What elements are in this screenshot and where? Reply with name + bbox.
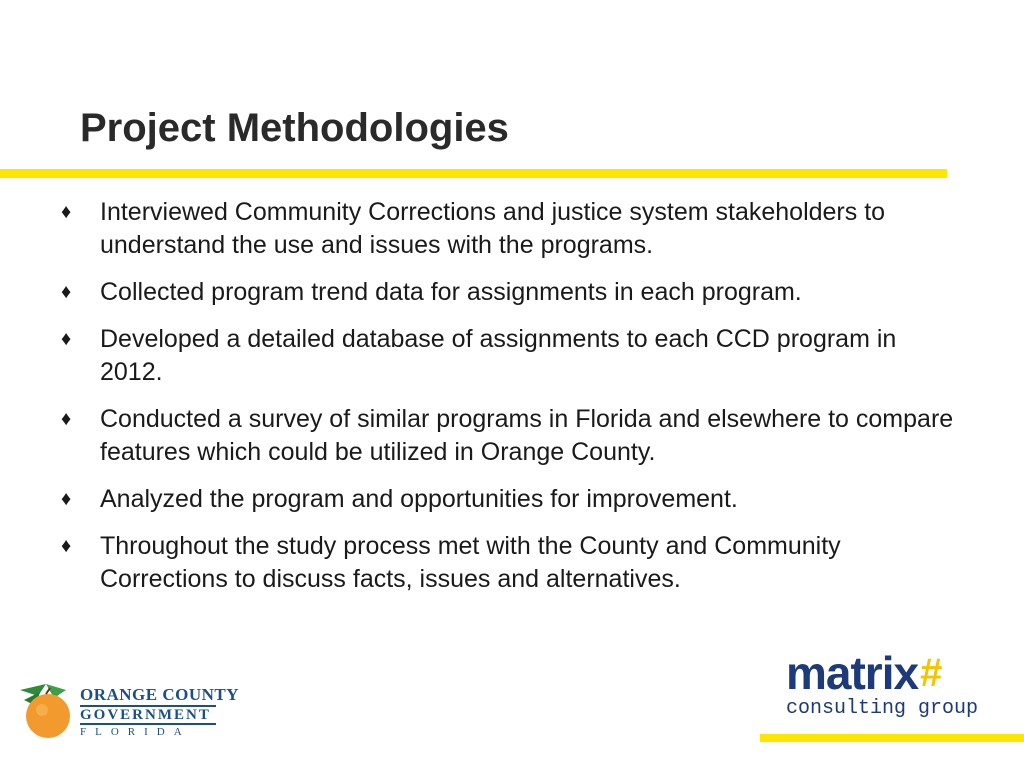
matrix-wordmark [786, 648, 986, 698]
bullet-item [56, 323, 956, 389]
bullet-item [56, 196, 956, 262]
orange-county-florida: FLORIDA [80, 726, 191, 738]
diamond-bullet-icon: ♦ [61, 328, 72, 350]
matrix-word-text: matrix [786, 647, 919, 699]
diamond-bullet-icon: ♦ [61, 408, 72, 430]
hash-icon: # [920, 651, 942, 695]
diamond-bullet-icon: ♦ [61, 535, 72, 557]
diamond-bullet-icon: ♦ [61, 201, 72, 223]
matrix-consulting-logo [786, 648, 986, 728]
title-underline-bar [0, 169, 947, 178]
diamond-bullet-icon: ♦ [61, 281, 72, 303]
bullet-text: Developed a detailed database of assignments to each CCD program in 2012. [100, 325, 897, 386]
bullet-list [56, 196, 956, 610]
footer-accent-bar [760, 734, 1024, 742]
slide-title: Project Methodologies [80, 106, 509, 150]
bullet-item [56, 403, 956, 469]
diamond-bullet-icon: ♦ [61, 488, 72, 510]
bullet-item [56, 530, 956, 596]
bullet-item [56, 483, 956, 516]
bullet-text: Throughout the study process met with the County and Community Corrections to discuss facts, issues and alternatives. [100, 532, 841, 593]
orange-county-government: GOVERNMENT [80, 705, 216, 725]
bullet-text: Conducted a survey of similar programs in Florida and elsewhere to compare features which could be utilized in Orange County. [100, 405, 954, 466]
bullet-text: Interviewed Community Corrections and justice system stakeholders to understand the use and issues with the programs. [100, 198, 886, 259]
bullet-text: Collected program trend data for assignments in each program. [100, 278, 802, 306]
matrix-subtitle: consulting group [786, 697, 979, 720]
bullet-text: Analyzed the program and opportunities for improvement. [100, 485, 738, 513]
orange-county-logo [16, 680, 240, 742]
orange-county-text [80, 685, 240, 739]
bullet-item [56, 276, 956, 309]
orange-county-name: ORANGE COUNTY [80, 685, 240, 704]
orange-fruit-icon [16, 680, 80, 742]
